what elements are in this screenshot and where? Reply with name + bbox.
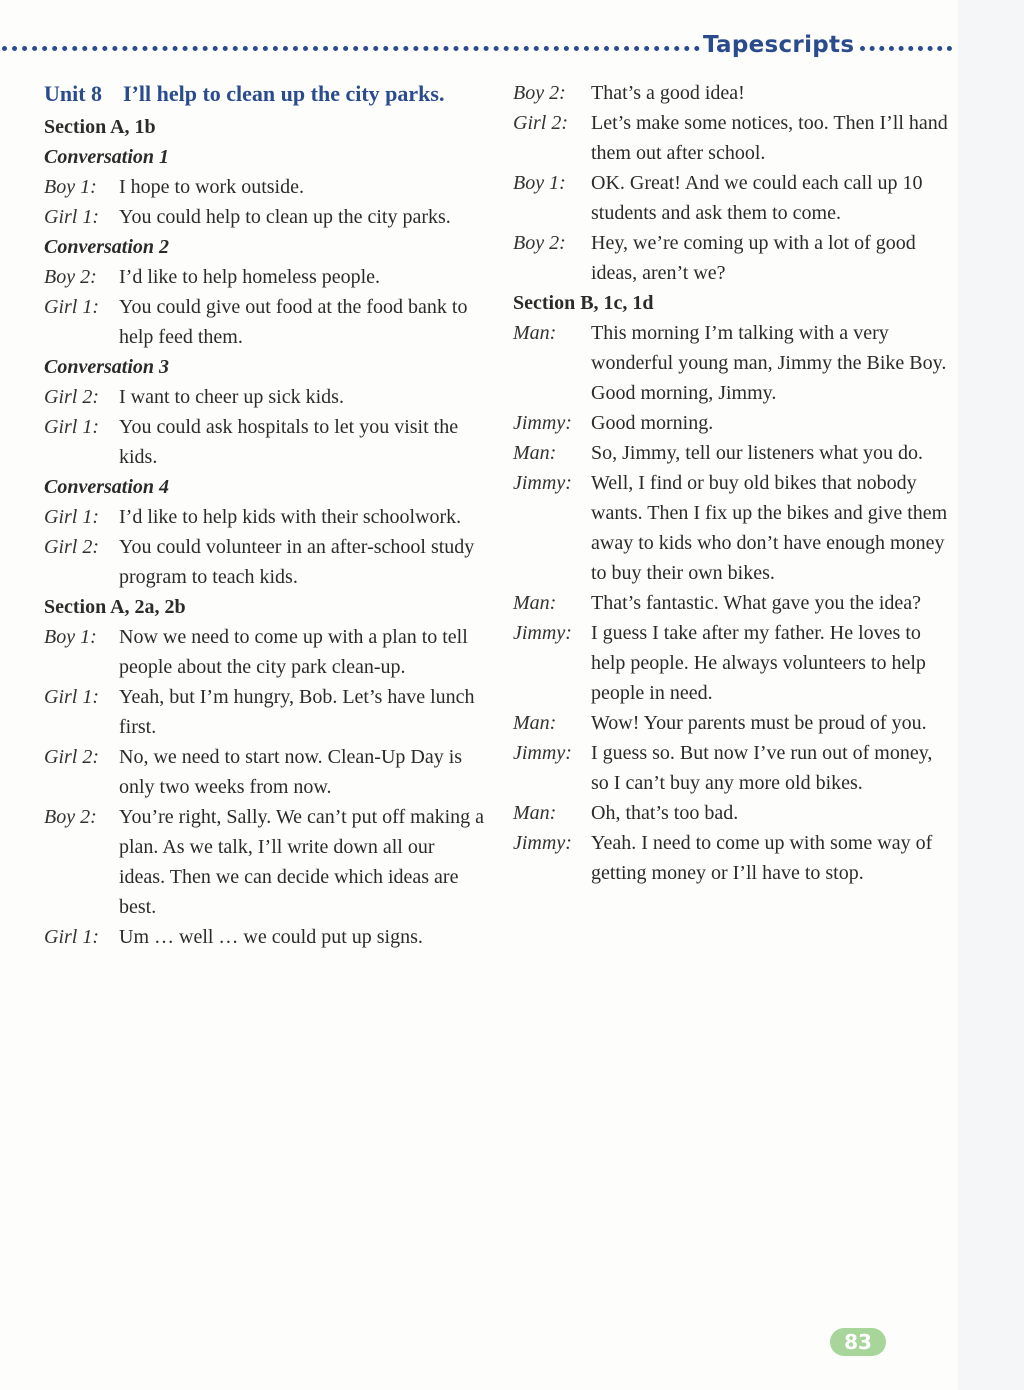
- utterance-text: This morning I’m talking with a very wonderful young man, Jimmy the Bike Boy. Good morning, Jimmy.: [591, 322, 947, 404]
- dialogue-line: [44, 532, 484, 592]
- speaker-label: Boy 1:: [513, 172, 566, 194]
- utterance-text: I’d like to help kids with their schoolwork.: [119, 506, 462, 528]
- speaker-label: Jimmy:: [513, 412, 572, 434]
- speaker-label: Boy 2:: [44, 806, 97, 828]
- utterance-text: No, we need to start now. Clean-Up Day is only two weeks from now.: [119, 746, 463, 798]
- utterance-text: OK. Great! And we could each call up 10 students and ask them to come.: [591, 172, 923, 224]
- utterance-text: I’d like to help homeless people.: [119, 266, 381, 288]
- utterance-text: You could ask hospitals to let you visit the kids.: [119, 416, 459, 468]
- utterance-text: Oh, that’s too bad.: [591, 802, 739, 824]
- utterance-text: You could help to clean up the city parks.: [119, 206, 451, 228]
- dialogue-line: [44, 202, 484, 232]
- utterance-text: Um … well … we could put up signs.: [119, 926, 423, 948]
- utterance-text: You could give out food at the food bank to help feed them.: [119, 296, 468, 348]
- utterance-text: Let’s make some notices, too. Then I’ll hand them out after school.: [591, 112, 948, 164]
- dialogue-line: [513, 828, 953, 888]
- utterance-text: You’re right, Sally. We can’t put off making a plan. As we talk, I’ll write down all our ideas. Then we can decide which ideas are best.: [119, 806, 485, 918]
- dialogue-line: [44, 292, 484, 352]
- utterance-text: So, Jimmy, tell our listeners what you do.: [591, 442, 924, 464]
- dialogue-line: [44, 412, 484, 472]
- utterance-text: You could volunteer in an after-school study program to teach kids.: [119, 536, 475, 588]
- utterance-text: Good morning.: [591, 412, 714, 434]
- dialogue-line: [513, 798, 953, 828]
- dialogue-line: [513, 588, 953, 618]
- speaker-label: Jimmy:: [513, 832, 572, 854]
- dialogue-line: [513, 318, 953, 408]
- running-head-title: Tapescripts: [703, 32, 855, 58]
- speaker-label: Man:: [513, 442, 557, 464]
- unit-number: Unit 8: [44, 81, 103, 106]
- utterance-text: I want to cheer up sick kids.: [119, 386, 344, 408]
- utterance-text: I hope to work outside.: [119, 176, 304, 198]
- dialogue-line: [513, 108, 953, 168]
- dialogue-line: [44, 172, 484, 202]
- dialogue-line: [513, 78, 953, 108]
- dialogue-line: [44, 742, 484, 802]
- dialogue-line: [513, 708, 953, 738]
- speaker-label: Man:: [513, 322, 557, 344]
- section-heading: Section B, 1c, 1d: [513, 292, 654, 314]
- dialogue-line: [513, 408, 953, 438]
- speaker-label: Girl 1:: [44, 926, 99, 948]
- dialogue-line: [44, 682, 484, 742]
- dialogue-line: [44, 382, 484, 412]
- speaker-label: Girl 2:: [44, 386, 99, 408]
- page-edge: [958, 0, 1024, 1390]
- dialogue-line: [513, 228, 953, 288]
- speaker-label: Girl 2:: [44, 746, 99, 768]
- utterance-text: Wow! Your parents must be proud of you.: [591, 712, 927, 734]
- speaker-label: Girl 1:: [44, 506, 99, 528]
- dialogue-line: [513, 438, 953, 468]
- utterance-text: Yeah. I need to come up with some way of getting money or I’ll have to stop.: [591, 832, 933, 884]
- conversation-heading: Conversation 2: [44, 236, 170, 258]
- conversation-heading: Conversation 3: [44, 356, 170, 378]
- conversation-heading: Conversation 1: [44, 146, 170, 168]
- utterance-text: That’s fantastic. What gave you the idea?: [591, 592, 922, 614]
- utterance-text: I guess so. But now I’ve run out of money, so I can’t buy any more old bikes.: [591, 742, 933, 794]
- dotted-rule-left: [2, 46, 700, 51]
- utterance-text: That’s a good idea!: [591, 82, 745, 104]
- unit-title: [44, 78, 484, 110]
- utterance-text: Well, I find or buy old bikes that nobody wants. Then I fix up the bikes and give them away to kids who don’t have enough money to buy their own bikes.: [591, 472, 948, 584]
- section-heading: Section A, 1b: [44, 116, 156, 138]
- speaker-label: Jimmy:: [513, 472, 572, 494]
- dialogue-line: [44, 622, 484, 682]
- speaker-label: Girl 1:: [44, 206, 99, 228]
- utterance-text: Yeah, but I’m hungry, Bob. Let’s have lunch first.: [119, 686, 475, 738]
- dialogue-line: [513, 738, 953, 798]
- dialogue-line: [44, 802, 484, 922]
- left-column: [44, 78, 484, 952]
- speaker-label: Boy 2:: [513, 82, 566, 104]
- speaker-label: Man:: [513, 712, 557, 734]
- dialogue-line: [44, 262, 484, 292]
- speaker-label: Jimmy:: [513, 742, 572, 764]
- conversation-heading: Conversation 4: [44, 476, 170, 498]
- section-heading: Section A, 2a, 2b: [44, 596, 186, 618]
- speaker-label: Girl 1:: [44, 686, 99, 708]
- speaker-label: Girl 1:: [44, 296, 99, 318]
- speaker-label: Girl 2:: [513, 112, 568, 134]
- speaker-label: Boy 2:: [513, 232, 566, 254]
- dotted-rule-right: [860, 46, 952, 51]
- running-header: [0, 30, 1000, 64]
- dialogue-line: [513, 168, 953, 228]
- dialogue-line: [44, 502, 484, 532]
- dialogue-line: [513, 468, 953, 588]
- utterance-text: Hey, we’re coming up with a lot of good ideas, aren’t we?: [591, 232, 916, 284]
- dialogue-line: [513, 618, 953, 708]
- right-column: [513, 78, 953, 888]
- speaker-label: Man:: [513, 802, 557, 824]
- speaker-label: Girl 2:: [44, 536, 99, 558]
- speaker-label: Girl 1:: [44, 416, 99, 438]
- speaker-label: Boy 2:: [44, 266, 97, 288]
- unit-heading: I’ll help to clean up the city parks.: [123, 81, 445, 106]
- speaker-label: Jimmy:: [513, 622, 572, 644]
- page-number-badge: 83: [830, 1328, 886, 1356]
- speaker-label: Man:: [513, 592, 557, 614]
- utterance-text: Now we need to come up with a plan to tell people about the city park clean-up.: [119, 626, 468, 678]
- speaker-label: Boy 1:: [44, 626, 97, 648]
- dialogue-line: [44, 922, 484, 952]
- speaker-label: Boy 1:: [44, 176, 97, 198]
- utterance-text: I guess I take after my father. He loves to help people. He always volunteers to help people in need.: [591, 622, 926, 704]
